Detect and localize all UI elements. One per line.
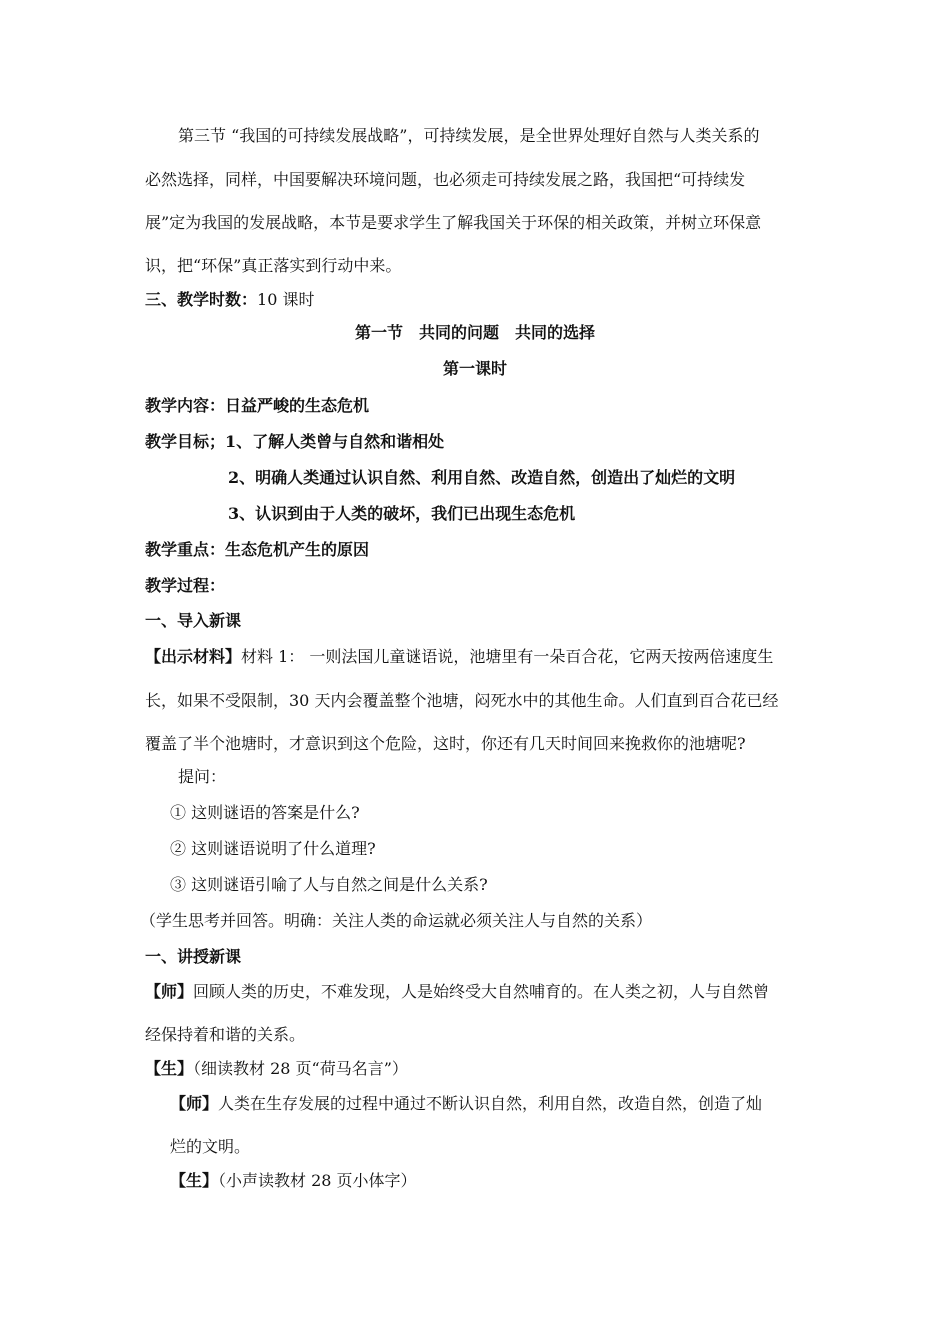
objective-1 [145, 431, 444, 453]
question-3: ③ 这则谜语引喻了人与自然之间是什么关系? [170, 875, 488, 894]
material-line-3: 覆盖了半个池塘时，才意识到这个危险，这时，你还有几天时间回来挽救你的池塘呢? [145, 734, 746, 753]
material-line-1 [145, 646, 773, 668]
material-line-2: 长，如果不受限制，30 天内会覆盖整个池塘，闷死水中的其他生命。人们直到百合花已经 [145, 691, 779, 710]
teacher2-line-2: 烂的文明。 [170, 1137, 251, 1156]
teaching-content: 教学内容：日益严峻的生态危机 [145, 396, 370, 415]
teacher-tag-2: 【师】 [170, 1094, 219, 1113]
student-line-1 [145, 1058, 408, 1080]
material-tag: 【出示材料】 [145, 647, 242, 666]
teaching-hours-label: 三、教学时数： [145, 290, 258, 309]
objective-item-2: 2、明确人类通过认识自然、利用自然、改造自然，创造出了灿烂的文明 [228, 468, 736, 487]
key-point: 教学重点：生态危机产生的原因 [145, 540, 370, 559]
intro-line-3: 展”定为我国的发展战略，本节是要求学生了解我国关于环保的相关政策，并树立环保意 [145, 213, 762, 232]
student-answer: （学生思考并回答。明确：关注人类的命运就必须关注人与自然的关系） [140, 911, 653, 930]
lesson-title: 第一课时 [442, 359, 507, 378]
student-text-1: （细读教材 28 页“荷马名言”） [193, 1059, 408, 1078]
intro-line-2: 必然选择，同样，中国要解决环境问题，也必须走可持续发展之路，我国把“可持续发 [145, 170, 746, 189]
process-heading: 教学过程： [145, 576, 226, 595]
intro-line-4: 识，把“环保”真正落实到行动中来。 [145, 256, 402, 275]
teacher-line-2: 经保持着和谐的关系。 [145, 1025, 306, 1044]
teacher-line-1 [145, 981, 769, 1003]
teacher2-text-1: 人类在生存发展的过程中通过不断认识自然，利用自然，改造自然，创造了灿 [218, 1094, 763, 1113]
questions-label: 提问： [178, 767, 227, 786]
part1-heading: 一、导入新课 [145, 611, 242, 630]
objective-item-1: 1、了解人类曾与自然和谐相处 [225, 432, 445, 451]
teaching-hours [145, 289, 314, 311]
teacher-text-1: 回顾人类的历史，不难发现，人是始终受大自然哺育的。在人类之初，人与自然曾 [193, 982, 770, 1001]
teacher2-line-1 [170, 1093, 762, 1115]
part2-heading: 一、讲授新课 [145, 947, 242, 966]
student-tag-2: 【生】 [170, 1171, 219, 1190]
student-tag-1: 【生】 [145, 1059, 194, 1078]
teaching-hours-value: 10 课时 [257, 290, 315, 309]
intro-line-1: 第三节 “我国的可持续发展战略”，可持续发展，是全世界处理好自然与人类关系的 [178, 126, 760, 145]
student-line-2 [170, 1170, 417, 1192]
objectives-label: 教学目标； [145, 432, 226, 451]
teacher-tag-1: 【师】 [145, 982, 194, 1001]
material-text-1: 材料 1： 一则法国儿童谜语说，池塘里有一朵百合花，它两天按两倍速度生 [241, 647, 774, 666]
objective-item-3: 3、认识到由于人类的破坏，我们已出现生态危机 [228, 504, 576, 523]
question-1: ① 这则谜语的答案是什么? [170, 803, 360, 822]
question-2: ② 这则谜语说明了什么道理? [170, 839, 376, 858]
section-title: 第一节 共同的问题 共同的选择 [354, 323, 595, 342]
student-text-2: （小声读教材 28 页小体字） [218, 1171, 417, 1190]
